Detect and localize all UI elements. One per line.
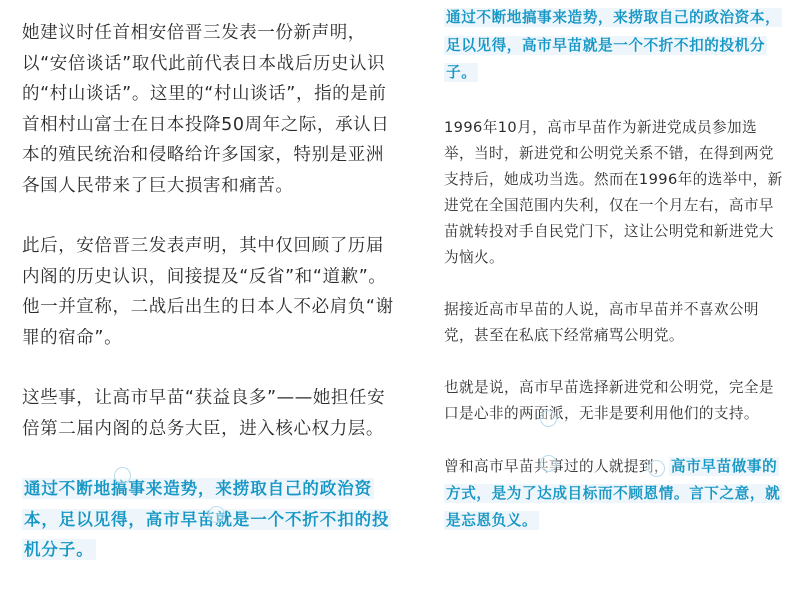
right-paragraph-0 — [444, 4, 784, 87]
right-paragraph-3: 也就是说，高市早苗选择新进党和公明党，完全是口是心非的两面派，无非是要利用他们的支持。 — [444, 378, 774, 422]
right-paragraph-4-text: 曾和高市早苗共事过的人就提到， — [444, 457, 669, 475]
left-paragraph-1: 她建议时任首相安倍晋三发表一份新声明，以“安倍谈话”取代此前代表日本战后历史认识的“村山谈话”。这里的“村山谈话”，指的是前首相村山富士在日本投降50周年之际，承认日本的殖民统治和侵略给许多国家，特别是亚洲各国人民带来了巨大损害和痛苦。 — [22, 23, 390, 196]
left-highlight-quote: 通过不断地搞事来造势，来捞取自己的政治资本，足以见得，高市早苗就是一个不折不扣的投机分子。 — [24, 479, 390, 559]
right-paragraph-4 — [444, 453, 784, 534]
right-highlight-quote-top: 通过不断地搞事来造势，来捞取自己的政治资本，足以见得，高市早苗就是一个不折不扣的投机分子。 — [446, 9, 781, 81]
bubble-decoration — [540, 410, 557, 427]
bubble-decoration — [540, 455, 557, 472]
bubble-decoration — [648, 460, 665, 477]
left-paragraph-3: 这些事，让高市早苗“获益良多”——她担任安倍第二届内阁的总务大臣，进入核心权力层。 — [22, 388, 386, 439]
right-paragraph-2: 据接近高市早苗的人说，高市早苗并不喜欢公明党，甚至在私底下经常痛骂公明党。 — [444, 300, 759, 344]
right-highlight-quote-bottom: 高市早苗做事的方式，是为了达成目标而不顾恩情。言下之意，就是忘恩负义。 — [446, 457, 781, 529]
right-paragraph-1: 1996年10月，高市早苗作为新进党成员参加选举，当时，新进党和公明党关系不错，在得到两党支持后，她成功当选。然而在1996年的选举中，新进党在全国范围内失利，仅在一个月左右，高市早苗就转投对手自民党门下，这让公明党和新进党大为恼火。 — [444, 118, 783, 266]
bubble-decoration — [208, 506, 225, 523]
bubble-decoration — [114, 467, 131, 484]
left-article-column — [22, 0, 402, 566]
left-paragraph-2: 此后，安倍晋三发表声明，其中仅回顾了历届内阁的历史认识，间接提及“反省”和“道歉”。他一并宣称，二战后出生的日本人不必肩负“谢罪的宿命”。 — [22, 236, 394, 348]
right-article-column — [444, 0, 784, 534]
